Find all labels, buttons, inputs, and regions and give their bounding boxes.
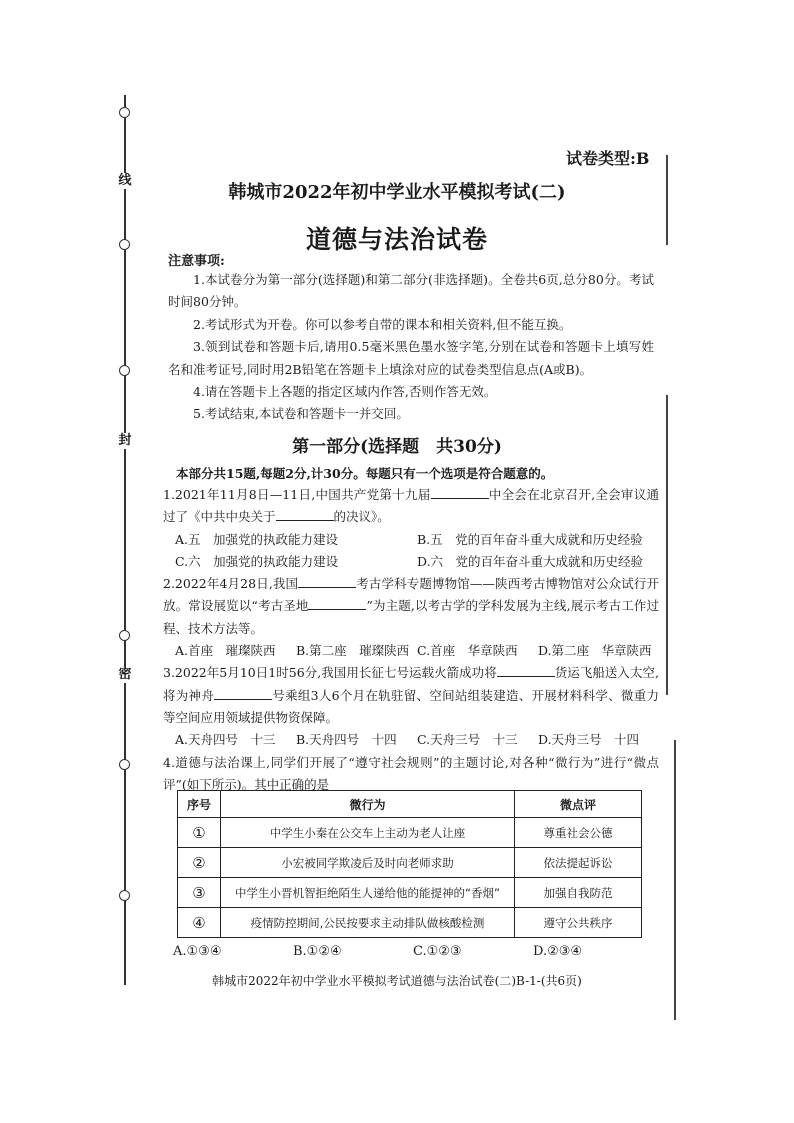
row-behavior: 中学生小秦在公交车上主动为老人让座	[221, 818, 515, 848]
answer-blank	[298, 575, 356, 588]
binding-seal-xian: 线	[118, 173, 132, 188]
note-item: 1.本试卷分为第一部分(选择题)和第二部分(非选择题)。全卷共6页,总分80分。考试时间80分钟。	[168, 272, 654, 310]
table-row	[178, 818, 642, 848]
part-one-intro: 本部分共15题,每题2分,计30分。每题只有一个选项是符合题意的。	[176, 466, 554, 481]
note-item: 2.考试形式为开卷。你可以参考自带的课本和相关资料,但不能互换。	[193, 316, 572, 332]
exam-title: 韩城市2022年初中学业水平模拟考试(二)	[228, 182, 566, 203]
page-footer: 韩城市2022年初中学业水平模拟考试道德与法治试卷(二)B-1-(共6页)	[212, 974, 582, 988]
option-d: D.天舟三号 十四	[538, 732, 640, 748]
question-2-stem	[163, 573, 659, 640]
option-c: C.天舟三号 十三	[417, 732, 518, 748]
binding-circle	[119, 107, 130, 118]
row-comment: 遵守公共秩序	[515, 908, 642, 938]
note-item: 5.考试结束,本试卷和答题卡一并交回。	[193, 406, 409, 422]
option-d: D.第二座 华章陕西	[538, 643, 652, 659]
question-text: 货运飞船送入太空,将为神舟	[163, 665, 659, 703]
note-item: 3.领到试卷和答题卡后,请用0.5毫米黑色墨水签字笔,分别在试卷和答题卡上填写姓名和准考证号,同时用2B铅笔在答题卡上填涂对应的试卷类型信息点(A或B)。	[168, 339, 654, 377]
option-b: B.天舟四号 十四	[296, 732, 397, 748]
row-comment: 加强自我防范	[515, 878, 642, 908]
question-1-options	[175, 529, 659, 574]
column-header: 序号	[178, 791, 221, 818]
part-one-title: 第一部分(选择题 共30分)	[292, 437, 502, 457]
option-b: B.第二座 璀璨陕西	[296, 643, 410, 659]
answer-blank	[497, 664, 555, 677]
micro-behavior-table	[177, 790, 642, 938]
option-c: C.六 加强党的执政能力建设	[175, 553, 339, 569]
option-c: C.①②③	[413, 944, 462, 959]
question-4-stem: 4.道德与法治课上,同学们开展了“遵守社会规则”的主题讨论,对各种“微行为”进行“微点评”(如下所示)。其中正确的是	[163, 754, 659, 792]
binding-circle	[119, 759, 130, 770]
question-text: 中全会在北京召开,全会审议通过了《中共中央关于	[163, 487, 659, 525]
questions-block	[163, 484, 659, 796]
option-b: B.五 党的百年奋斗重大成就和历史经验	[417, 531, 643, 547]
question-text: 2.2022年4月28日,我国	[163, 576, 299, 592]
binding-circle	[119, 630, 130, 641]
answer-blank	[214, 687, 272, 700]
answer-blank	[276, 508, 334, 521]
row-number: ③	[178, 878, 221, 908]
question-2-options	[175, 640, 659, 662]
row-number: ①	[178, 818, 221, 848]
table-row	[178, 848, 642, 878]
subject-title: 道德与法治试卷	[305, 225, 488, 254]
table-header-row	[178, 791, 642, 818]
question-4-options	[173, 944, 653, 959]
option-a: A.天舟四号 十三	[175, 732, 276, 748]
option-a: A.五 加强党的执政能力建设	[175, 531, 339, 547]
row-number: ②	[178, 848, 221, 878]
question-text: 3.2022年5月10日1时56分,我国用长征七号运载火箭成功将	[163, 665, 497, 681]
question-1-stem	[163, 484, 659, 529]
row-behavior: 小宏被同学欺凌后及时向老师求助	[221, 848, 515, 878]
question-text: 1.2021年11月8日—11日,中国共产党第十九届	[163, 487, 431, 502]
question-text: ”为主题,以考古学的学科发展为主线,展示考古工作过程、技术方法等。	[163, 598, 659, 636]
row-behavior: 疫情防控期间,公民按要求主动排队做核酸检测	[221, 908, 515, 938]
option-b: B.①②④	[293, 944, 342, 959]
row-behavior: 中学生小晋机智拒绝陌生人递给他的能提神的“香烟”	[221, 878, 515, 908]
question-text: 考古学科专题博物馆——陕西考古博物馆对公众试行开放。常设展览以“考古圣地	[163, 576, 659, 614]
row-comment: 尊重社会公德	[515, 818, 642, 848]
notes-list	[168, 269, 654, 426]
question-3-options	[175, 729, 659, 751]
question-text: 号乘组3人6个月在轨驻留、空间站组装建造、开展材料科学、微重力等空间应用领域提供物资保障。	[163, 687, 659, 725]
row-number: ④	[178, 908, 221, 938]
table-row	[178, 908, 642, 938]
note-item: 4.请在答题卡上各题的指定区域内作答,否则作答无效。	[193, 384, 497, 400]
answer-blank	[308, 597, 366, 610]
binding-circle	[119, 365, 130, 376]
option-a: A.①③④	[173, 944, 222, 959]
option-d: D.六 党的百年奋斗重大成就和历史经验	[417, 553, 644, 569]
question-3-stem	[163, 662, 659, 729]
column-header: 微点评	[515, 791, 642, 818]
option-a: A.首座 璀璨陕西	[175, 643, 276, 659]
option-d: D.②③④	[533, 944, 583, 959]
exam-type-label: 试卷类型:B	[566, 149, 650, 168]
option-c: C.首座 华章陕西	[417, 643, 518, 659]
binding-seal-feng: 封	[118, 433, 132, 448]
binding-seal-mi: 密	[118, 667, 132, 682]
table-row	[178, 878, 642, 908]
question-text: 的决议》。	[333, 509, 390, 525]
row-comment: 依法提起诉讼	[515, 848, 642, 878]
column-header: 微行为	[221, 791, 515, 818]
answer-blank	[431, 486, 489, 499]
notes-heading: 注意事项:	[168, 254, 225, 269]
binding-circle	[119, 890, 130, 901]
